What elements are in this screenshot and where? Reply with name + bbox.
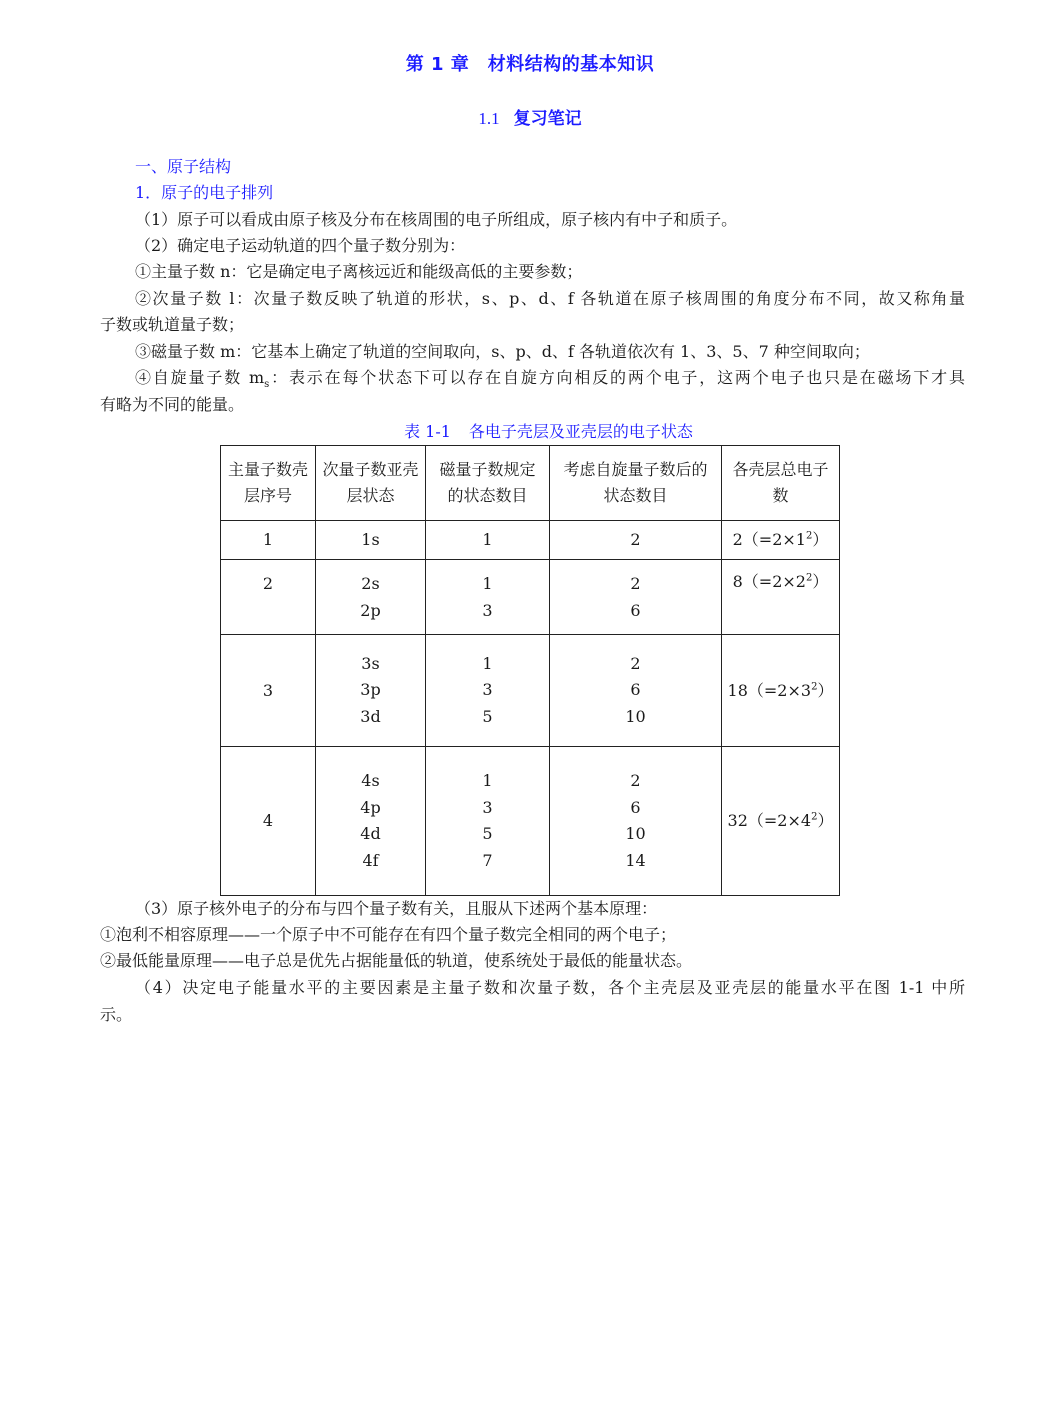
cell-magnetic-states: 1	[426, 521, 550, 560]
section-title	[0, 104, 1060, 129]
header-principal: 主量子数壳 层序号	[221, 446, 316, 521]
cell-total-electrons: $2(=2\times 1^2)$	[722, 521, 840, 560]
spin-text-pre: ④自旋量子数 m	[135, 368, 265, 387]
paragraph-4-line1: （4）决定电子能量水平的主要因素是主量子数和次量子数，各个主壳层及亚壳层的能量水平在图 1-1 中所	[135, 978, 965, 997]
table-row	[221, 635, 840, 747]
electron-state-table	[220, 445, 840, 896]
header-spin: 考虑自旋量子数后的 状态数目	[550, 446, 722, 521]
cell-subshells: 3s 3p 3d	[316, 635, 426, 747]
pauli-exclusion-principle: ①泡利不相容原理——一个原子中不可能存在有四个量子数完全相同的两个电子；	[100, 925, 677, 944]
section-title-text: 复习笔记	[513, 109, 582, 129]
paragraph-3: （3）原子核外电子的分布与四个量子数有关，且服从下述两个基本原理：	[135, 899, 658, 918]
cell-shell-number: 2	[221, 560, 316, 635]
paragraph-2: （2）确定电子运动轨道的四个量子数分别为：	[135, 236, 466, 255]
paragraph-4-line2: 示。	[100, 1005, 133, 1024]
cell-magnetic-states: 1 3 5 7	[426, 747, 550, 896]
spin-subscript: s	[264, 379, 270, 391]
minimum-energy-principle: ②最低能量原理——电子总是优先占据能量低的轨道，使系统处于最低的能量状态。	[100, 951, 693, 970]
section-number: 1.1	[478, 109, 500, 128]
cell-subshells: 4s 4p 4d 4f	[316, 747, 426, 896]
item-azimuthal-quantum-number-line2: 子数或轨道量子数；	[100, 315, 245, 334]
header-magnetic: 磁量子数规定 的状态数目	[426, 446, 550, 521]
item-spin-quantum-number-line1	[135, 365, 965, 391]
cell-subshells: 1s	[316, 521, 426, 560]
cell-spin-states: 2 6	[550, 560, 722, 635]
item-azimuthal-quantum-number-line1: ②次量子数 l：次量子数反映了轨道的形状，s、p、d、f 各轨道在原子核周围的角度分布不同，故又称角量	[135, 289, 965, 308]
cell-subshells: 2s 2p	[316, 560, 426, 635]
item-principal-quantum-number: ①主量子数 n：它是确定电子离核远近和能级高低的主要参数；	[135, 262, 583, 281]
table-header-row	[221, 446, 840, 521]
table-caption-text: 各电子壳层及亚壳层的电子状态	[468, 422, 693, 441]
header-total: 各壳层总电子 数	[722, 446, 840, 521]
table-caption-label: 表 1-1	[404, 422, 451, 441]
cell-total-electrons: $18(=2\times 3^2)$	[722, 635, 840, 747]
table-caption	[0, 419, 1060, 442]
cell-magnetic-states: 1 3 5	[426, 635, 550, 747]
cell-spin-states: 2 6 10	[550, 635, 722, 747]
cell-total-electrons: $32(=2\times 4^2)$	[722, 747, 840, 896]
cell-magnetic-states: 1 3	[426, 560, 550, 635]
cell-total-electrons: $8(=2\times 2^2)$	[722, 560, 840, 635]
heading-electron-arrangement: 1．原子的电子排列	[135, 183, 274, 202]
table-row	[221, 560, 840, 635]
cell-shell-number: 3	[221, 635, 316, 747]
spin-text-post: ：表示在每个状态下可以存在自旋方向相反的两个电子，这两个电子也只是在磁场下才具	[269, 368, 965, 387]
heading-atomic-structure: 一、原子结构	[135, 157, 232, 176]
item-spin-quantum-number-line2: 有略为不同的能量。	[100, 395, 245, 414]
cell-shell-number: 4	[221, 747, 316, 896]
item-magnetic-quantum-number: ③磁量子数 m：它基本上确定了轨道的空间取向，s、p、d、f 各轨道依次有 1、3、5、7 种空间取向；	[135, 342, 870, 361]
cell-spin-states: 2 6 10 14	[550, 747, 722, 896]
cell-shell-number: 1	[221, 521, 316, 560]
table-row	[221, 521, 840, 560]
header-subshell: 次量子数亚壳 层状态	[316, 446, 426, 521]
chapter-title: 第 1 章 材料结构的基本知识	[405, 54, 655, 75]
table-row	[221, 747, 840, 896]
paragraph-1: （1）原子可以看成由原子核及分布在核周围的电子所组成，原子核内有中子和质子。	[135, 210, 738, 229]
cell-spin-states: 2	[550, 521, 722, 560]
